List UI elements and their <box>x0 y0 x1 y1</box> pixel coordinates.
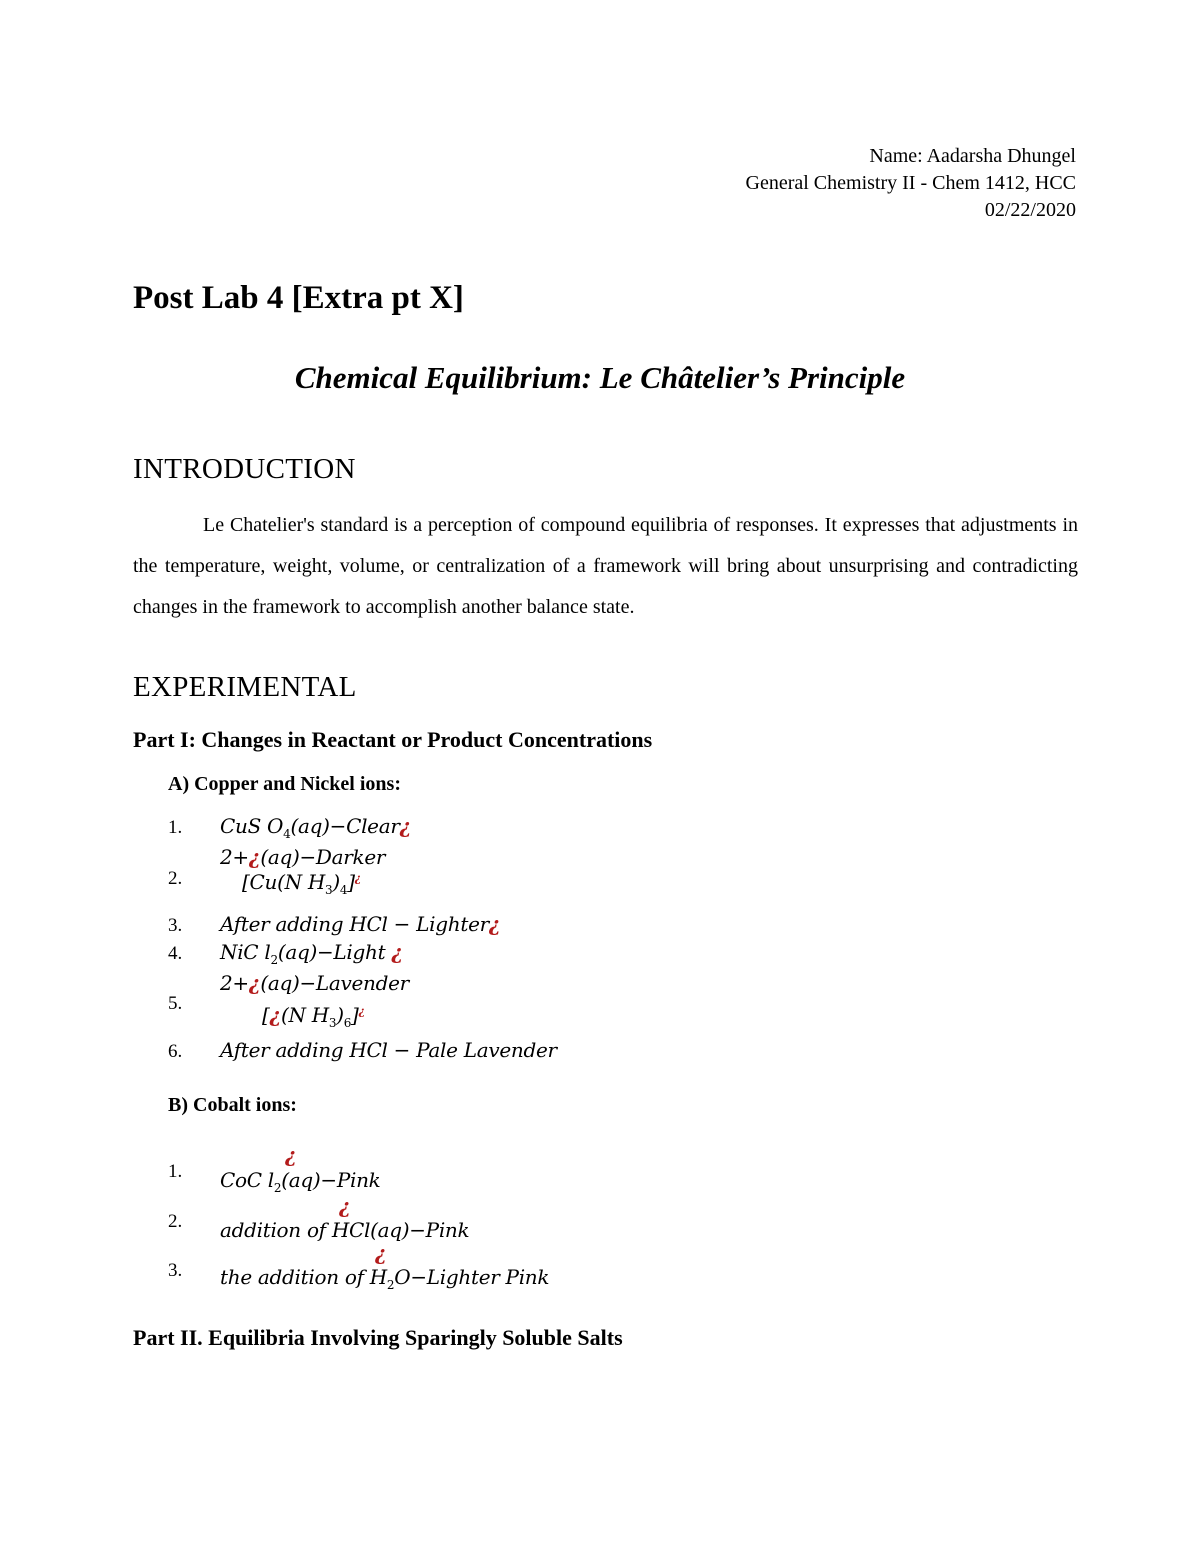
equation-a3: After adding HCl − Lighter¿ <box>220 912 501 936</box>
equation-a1: CuS $O_4(aq)-Clear¿$ <box>220 814 412 841</box>
experimental-heading: EXPERIMENTAL <box>133 671 357 703</box>
section-a-heading: A) Copper and Nickel ions: <box>168 773 401 795</box>
marker-b1: ¿ <box>285 1143 297 1167</box>
section-b-heading: B) Cobalt ions: <box>168 1094 297 1116</box>
list-number: 3. <box>168 1260 183 1281</box>
list-number: 2. <box>168 1211 183 1232</box>
list-number: 5. <box>168 993 183 1014</box>
marker-b2: ¿ <box>339 1194 351 1218</box>
equation-b3: the addition of $H_2O-Lighter$ Pink <box>220 1265 550 1292</box>
list-number: 3. <box>168 915 183 936</box>
equation-a2-line1: 2+¿(aq)−Darker <box>220 845 386 869</box>
list-number: 4. <box>168 943 183 964</box>
list-number: 6. <box>168 1041 183 1062</box>
equation-b1: CoC $l_2(aq)-Pink$ <box>220 1168 381 1195</box>
part1-heading: Part I: Changes in Reactant or Product Concentrations <box>133 727 653 752</box>
part2-heading: Part II. Equilibria Involving Sparingly Soluble Salts <box>133 1325 623 1350</box>
introduction-paragraph: Le Chatelier's standard is a perception of compound equilibria of responses. It expresses that adjustments in the temperature, weight, volume, or centralization of a framework will bring about unsurprising and contradicting changes in the framework to accomplish another balance state. <box>133 514 1078 618</box>
author-name: Name: Aadarsha Dhungel <box>869 145 1076 167</box>
page-subtitle: Chemical Equilibrium: Le Châtelier’s Principle <box>294 360 906 395</box>
introduction-heading: INTRODUCTION <box>133 453 356 485</box>
marker-b3: ¿ <box>375 1241 387 1265</box>
equation-a6: After adding HCl − Pale Lavender <box>220 1038 557 1062</box>
equation-a5-line1: 2+¿(aq)−Lavender <box>220 971 409 995</box>
equation-a5-line2: [¿(N $H_3)_6]^¿$ <box>262 1003 365 1030</box>
equation-b2: addition of HCl(aq)−Pink <box>220 1218 470 1242</box>
list-number: 1. <box>168 817 183 838</box>
report-date: 02/22/2020 <box>984 199 1076 221</box>
page-title: Post Lab 4 [Extra pt X] <box>133 280 464 316</box>
list-number: 2. <box>168 868 183 889</box>
equation-a2-line2: [Cu(N $H_3)_4]^¿$ <box>242 870 361 897</box>
list-number: 1. <box>168 1161 183 1182</box>
equation-a4: NiC $l_2(aq)-Light$ ¿ <box>220 940 403 967</box>
course-info: General Chemistry II - Chem 1412, HCC <box>745 172 1076 194</box>
